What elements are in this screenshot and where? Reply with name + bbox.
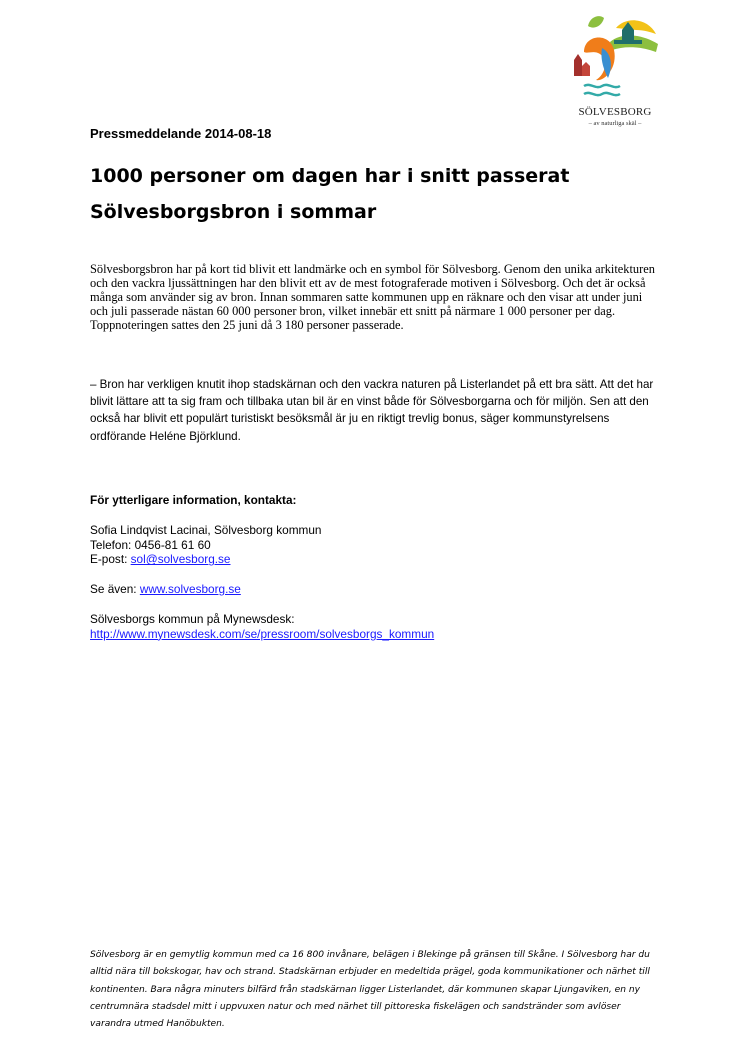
body-paragraph-2-quote: – Bron har verkligen knutit ihop stadskärnan och den vackra naturen på Listerlandet på ett bra sätt. Att det har blivit lättare att ta sig fram och tillbaka utan bil är en vinst både för Sölvesborgarna och för miljön. Sen att den också har blivit ett populärt turistiskt besöksmål är ju en riktigt trevlig bonus, säger kommunstyrelsens ordförande Heléne Björklund.	[90, 378, 654, 443]
press-release-date: Pressmeddelande 2014-08-18	[90, 126, 272, 141]
logo-tagline: – av naturliga skäl –	[588, 120, 642, 127]
contact-person: Sofia Lindqvist Lacinai, Sölvesborg kommun	[90, 522, 322, 537]
contact-details	[90, 523, 650, 567]
contact-heading: För ytterligare information, kontakta:	[90, 493, 297, 507]
solvesborg-logo	[570, 12, 660, 140]
body-paragraph-1: Sölvesborgsbron har på kort tid blivit ett landmärke och en symbol för Sölvesborg. Genom den unika arkitekturen och den vackra ljussättningen har den blivit ett av de mest fotograferade motiven i Sölvesborg. Och det är också många som använder sig av bron. Innan sommaren satte kommunen upp en räknare och den visar att under juni och juli passerade nästan 60 000 personer bron, vilket innebär ett snitt på närmare 1 000 personer per dag. Toppnoteringen sattes den 25 juni då 3 180 personer passerade.	[90, 262, 655, 333]
email-label: E-post:	[90, 552, 131, 567]
contact-email-row	[90, 552, 650, 567]
municipality-boilerplate: Sölvesborg är en gemytlig kommun med ca 16 800 invånare, belägen i Blekinge på gränsen till Skåne. I Sölvesborg har du alltid nära till bokskogar, hav och strand. Stadskärnan erbjuder en medeltida prägel, goda kommunikationer och närhet till kontinenten. Bara några minuters bilfärd från stadskärnan ligger Listerlandet, där kommunen skapar Ljungaviken, en ny centrumnära stadsdel mitt i uppvuxen natur och med närhet till pittoreska fiskelägen och sandstränder som avlöser varandra utmed Hanöbukten.	[90, 950, 650, 1030]
mynewsdesk-label: Sölvesborgs kommun på Mynewsdesk:	[90, 611, 295, 626]
email-link[interactable]: sol@solvesborg.se	[130, 552, 231, 567]
mynewsdesk-block	[90, 612, 650, 642]
logo-emblem-icon	[570, 12, 660, 106]
contact-section	[90, 493, 650, 657]
mynewsdesk-link[interactable]: http://www.mynewsdesk.com/se/pressroom/solvesborgs_kommun	[90, 626, 435, 641]
see-also-label: Se även:	[90, 582, 140, 597]
contact-phone: Telefon: 0456-81 61 60	[90, 537, 211, 552]
logo-wordmark: SÖLVESBORG	[578, 106, 652, 118]
see-also-row	[90, 582, 650, 597]
headline: 1000 personer om dagen har i snitt passerat Sölvesborgsbron i sommar	[90, 165, 570, 223]
website-link[interactable]: www.solvesborg.se	[139, 582, 241, 597]
